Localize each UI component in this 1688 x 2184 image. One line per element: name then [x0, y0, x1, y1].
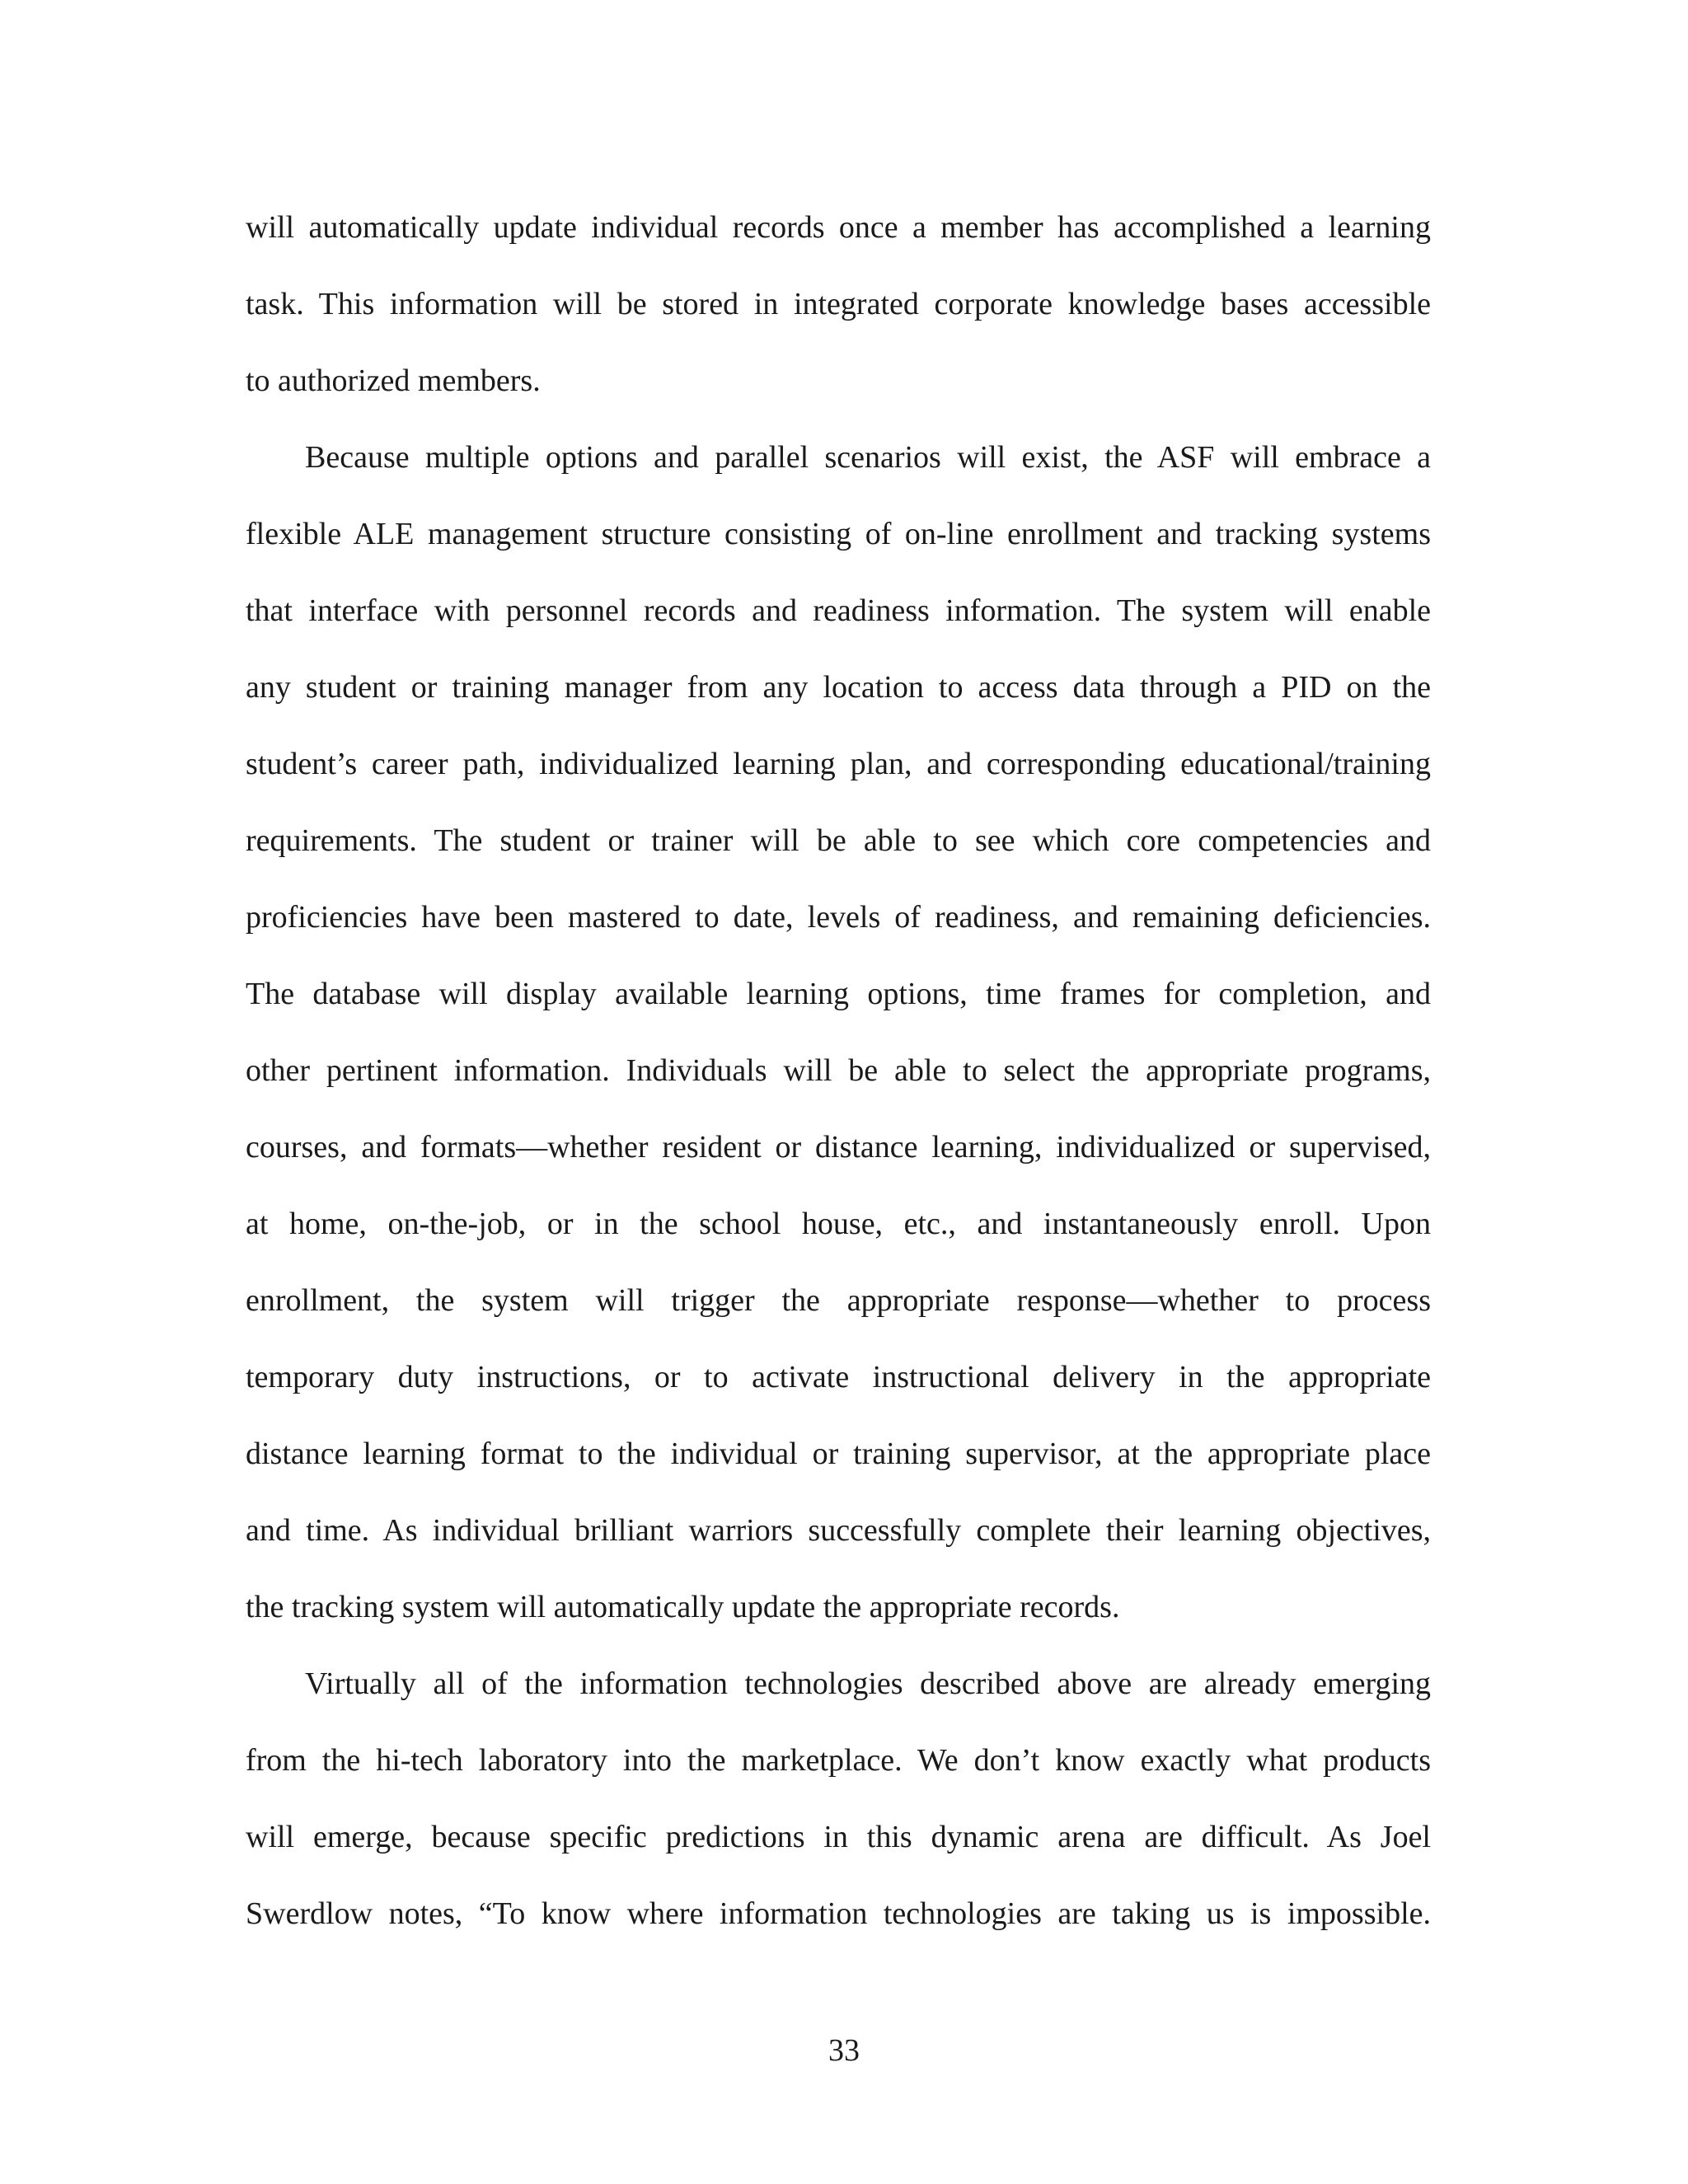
text-line: to authorized members. [246, 363, 541, 398]
body-text [246, 190, 1431, 1952]
text-line: the tracking system will automatically update the appropriate records. [246, 1590, 1120, 1624]
text-line: distance learning format to the individual or training supervisor, at the appropriate place [246, 1436, 1431, 1471]
text-line: at home, on-the-job, or in the school house, etc., and instantaneously enroll. Upon [246, 1207, 1431, 1241]
paragraph-first-line: Because multiple options and parallel scenarios will exist, the ASF will embrace a [305, 440, 1431, 475]
text-line: other pertinent information. Individuals will be able to select the appropriate programs, [246, 1053, 1431, 1088]
text-line: flexible ALE management structure consisting of on-line enrollment and tracking systems [246, 517, 1431, 551]
text-line: Swerdlow notes, “To know where information technologies are taking us is impossible. [246, 1896, 1431, 1931]
text-line: from the hi-tech laboratory into the marketplace. We don’t know exactly what products [246, 1743, 1431, 1778]
text-line: will automatically update individual records once a member has accomplished a learning [246, 210, 1431, 245]
text-line: proficiencies have been mastered to date, levels of readiness, and remaining deficiencies. [246, 900, 1431, 935]
text-line: that interface with personnel records and readiness information. The system will enable [246, 593, 1431, 628]
text-line: courses, and formats—whether resident or distance learning, individualized or supervised, [246, 1130, 1431, 1165]
text-line: requirements. The student or trainer will be able to see which core competencies and [246, 823, 1431, 858]
text-line: and time. As individual brilliant warriors successfully complete their learning objectives, [246, 1513, 1431, 1548]
text-line: any student or training manager from any location to access data through a PID on the [246, 670, 1431, 705]
paragraph-first-line: Virtually all of the information technologies described above are already emerging [305, 1666, 1431, 1701]
text-line: will emerge, because specific predictions in this dynamic arena are difficult. As Joel [246, 1820, 1431, 1854]
text-line: temporary duty instructions, or to activate instructional delivery in the appropriate [246, 1360, 1431, 1394]
text-line: student’s career path, individualized learning plan, and corresponding educational/training [246, 747, 1431, 781]
text-line: The database will display available learning options, time frames for completion, and [246, 977, 1431, 1011]
text-line: task. This information will be stored in integrated corporate knowledge bases accessible [246, 287, 1431, 321]
page-number: 33 [828, 2033, 860, 2068]
text-line: enrollment, the system will trigger the appropriate response—whether to process [246, 1283, 1431, 1318]
